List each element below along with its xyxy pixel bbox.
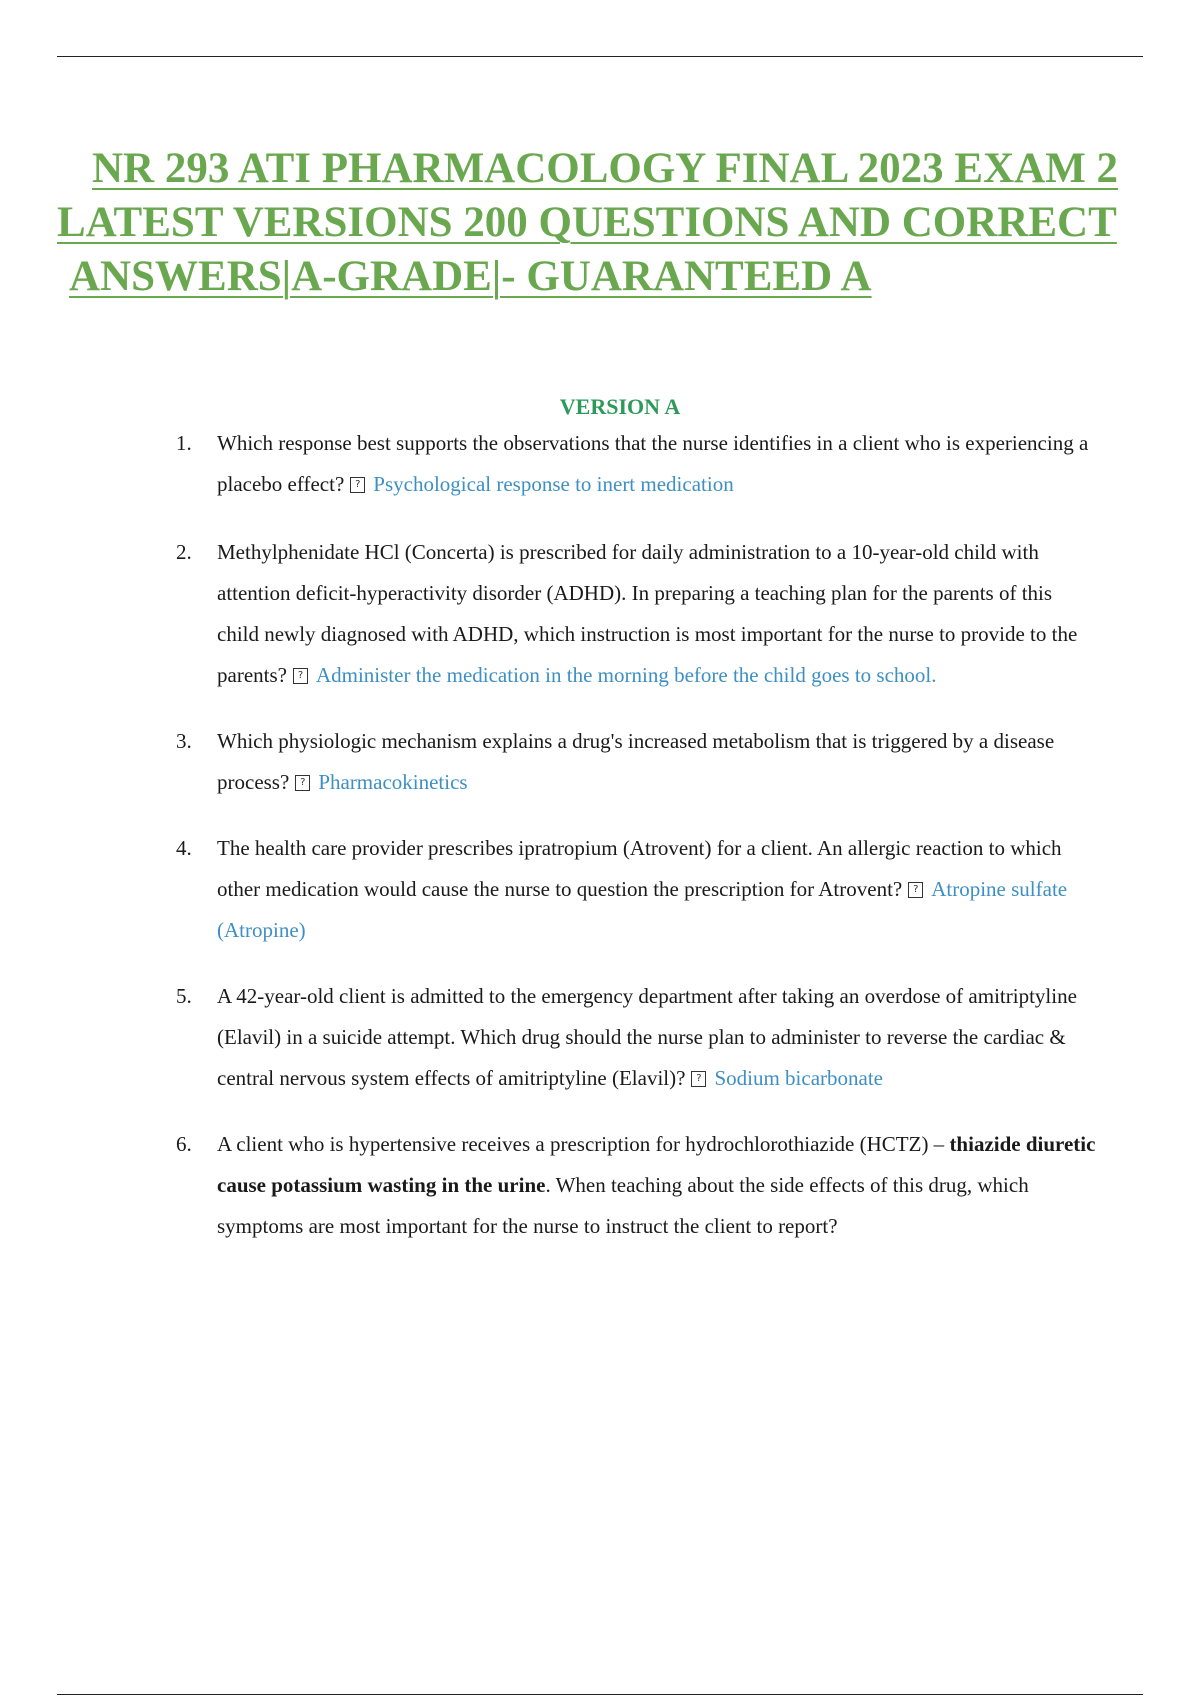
question-number: 5. [176, 984, 192, 1008]
title-line-3: ANSWERS|A-GRADE|- GUARANTEED A [69, 253, 872, 300]
question-item [176, 1124, 1096, 1247]
answer-separator-icon: ? [691, 1071, 706, 1087]
answer-text: Administer the medication in the morning before the child goes to school. [315, 663, 937, 687]
answer-separator-icon: ? [908, 882, 923, 898]
question-number: 1. [176, 431, 192, 455]
question-number: 2. [176, 540, 192, 564]
question-list [176, 423, 1096, 1247]
question-text: Which response best supports the observations that the nurse identifies in a client who is experiencing a placebo effect? [217, 431, 1089, 496]
answer-text: Atropine sulfate (Atropine) [217, 877, 1068, 942]
question-text: A client who is hypertensive receives a prescription for hydrochlorothiazide (HCTZ) – [217, 1132, 945, 1156]
question-text: Which physiologic mechanism explains a drug's increased metabolism that is triggered by a disease process? [217, 729, 1055, 794]
question-number: 3. [176, 729, 192, 753]
question-item [176, 423, 1096, 505]
answer-text: Sodium bicarbonate [714, 1066, 883, 1090]
answer-separator-icon: ? [350, 477, 365, 493]
section-heading: VERSION A [559, 394, 681, 419]
question-text-emphasis: thiazide diuretic cause potassium wasting in the urine [217, 1132, 1096, 1197]
bottom-horizontal-rule [57, 1694, 1143, 1695]
question-item [176, 721, 1096, 803]
question-text: The health care provider prescribes ipratropium (Atrovent) for a client. An allergic reaction to which other medication would cause the nurse to question the prescription for Atrovent? [217, 836, 1062, 901]
answer-text: Pharmacokinetics [318, 770, 468, 794]
question-number: 6. [176, 1132, 192, 1156]
question-text-continued: . When teaching about the side effects of this drug, which symptoms are most important for the nurse to instruct the client to report? [217, 1173, 1029, 1238]
question-item [176, 532, 1096, 696]
answer-separator-icon: ? [295, 775, 310, 791]
answer-separator-icon: ? [293, 668, 308, 684]
answer-text: Psychological response to inert medication [373, 472, 734, 496]
question-item [176, 828, 1096, 951]
title-line-1: NR 293 ATI PHARMACOLOGY FINAL 2023 EXAM 2 [92, 145, 1119, 192]
question-number: 4. [176, 836, 192, 860]
document-title [57, 142, 1147, 304]
title-line-2: LATEST VERSIONS 200 QUESTIONS AND CORRECT [57, 199, 1117, 246]
question-text: A 42-year-old client is admitted to the emergency department after taking an overdose of amitriptyline (Elavil) in a suicide attempt. Which drug should the nurse plan to administer to reverse the cardiac & central nervous system effects of amitriptyline (Elavil)? [217, 984, 1077, 1090]
top-horizontal-rule [57, 56, 1143, 57]
question-text: Methylphenidate HCl (Concerta) is prescribed for daily administration to a 10-year-old child with attention deficit-hyperactivity disorder (ADHD). In preparing a teaching plan for the parents of this child newly diagnosed with ADHD, which instruction is most important for the nurse to provide to the parents? [217, 540, 1078, 687]
question-item [176, 976, 1096, 1099]
